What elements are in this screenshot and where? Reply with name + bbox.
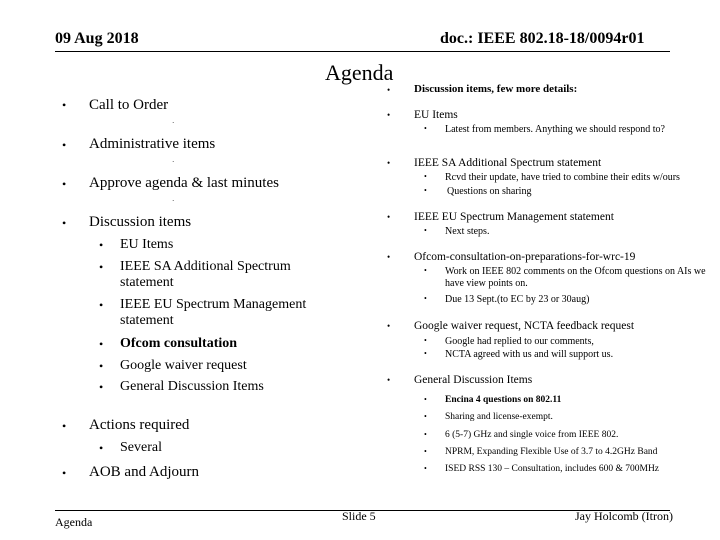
bullet: •	[424, 395, 427, 404]
bullet: •	[387, 158, 391, 168]
bullet: •	[424, 464, 427, 473]
bullet: •	[424, 294, 427, 303]
details-subitem: Work on IEEE 802 comments on the Ofcom questions on AIs we have view points on.	[445, 266, 706, 289]
agenda-subitem: Several	[120, 440, 162, 455]
details-subitem: Encina 4 questions on 802.11	[445, 395, 562, 405]
bullet: •	[62, 419, 67, 433]
bullet: •	[424, 266, 427, 275]
agenda-subitem: Ofcom consultation	[120, 336, 238, 351]
bullet: ·	[172, 119, 175, 127]
bullet: •	[62, 177, 67, 191]
details-heading: Discussion items, few more details:	[414, 83, 578, 95]
bullet: •	[387, 85, 391, 95]
bullet: ·	[172, 158, 175, 166]
bullet: •	[424, 349, 427, 358]
bullet: •	[424, 186, 427, 195]
bullet: •	[99, 441, 104, 455]
agenda-subitem: IEEE EU Spectrum Management statement	[120, 297, 307, 328]
bullet: •	[424, 430, 427, 439]
agenda-item: Approve agenda & last minutes	[89, 175, 279, 191]
details-section-title: General Discussion Items	[414, 374, 533, 386]
agenda-item: Actions required	[89, 417, 190, 433]
details-section-title: IEEE EU Spectrum Management statement	[414, 211, 614, 223]
agenda-subitem: IEEE SA Additional Spectrum statement	[120, 259, 291, 290]
footer-author: Jay Holcomb (Itron)	[575, 509, 673, 523]
bullet: ·	[172, 197, 175, 205]
agenda-subitem: EU Items	[120, 237, 174, 252]
bullet: •	[424, 412, 427, 421]
details-subitem: Rcvd their update, have tried to combine their edits w/ours	[445, 172, 680, 183]
bullet: •	[424, 172, 427, 181]
bullet: •	[424, 124, 427, 133]
bullet: •	[62, 98, 67, 112]
details-subitem: NPRM, Expanding Flexible Use of 3.7 to 4.2GHz Band	[445, 447, 658, 457]
bullet: •	[387, 252, 391, 262]
details-subitem: Latest from members. Anything we should respond to?	[445, 124, 665, 135]
header-doc-number: doc.: IEEE 802.18-18/0094r01	[440, 30, 645, 47]
agenda-subitem: General Discussion Items	[120, 379, 264, 394]
bullet: •	[424, 226, 427, 235]
details-subitem: ISED RSS 130 – Consultation, includes 600 & 700MHz	[445, 464, 660, 474]
page-title: Agenda	[325, 60, 394, 85]
bullet: •	[99, 380, 104, 394]
bullet: •	[62, 466, 67, 480]
bullet: •	[99, 260, 104, 274]
agenda-item: AOB and Adjourn	[89, 464, 199, 480]
bullet: •	[387, 375, 391, 385]
details-subitem: Sharing and license-exempt.	[445, 412, 553, 422]
details-section-title: Ofcom-consultation-on-preparations-for-wrc-19	[414, 251, 636, 263]
bullet: •	[99, 337, 104, 351]
agenda-item: Administrative items	[89, 136, 216, 152]
details-subitem: 6 (5-7) GHz and single voice from IEEE 802.	[445, 430, 619, 440]
bullet: •	[99, 238, 104, 252]
bullet: •	[387, 321, 391, 331]
agenda-subitem: Google waiver request	[120, 358, 247, 373]
details-section-title: EU Items	[414, 109, 458, 121]
bullet: •	[99, 298, 104, 312]
details-section-title: Google waiver request, NCTA feedback request	[414, 320, 635, 332]
details-subitem: NCTA agreed with us and will support us.	[445, 349, 614, 360]
bullet: •	[62, 216, 67, 230]
details-subitem: Questions on sharing	[447, 186, 532, 197]
details-section-title: IEEE SA Additional Spectrum statement	[414, 157, 602, 169]
footer-left: Agenda	[55, 515, 93, 529]
details-subitem: Next steps.	[445, 226, 490, 237]
bullet: •	[62, 138, 67, 152]
details-subitem: Google had replied to our comments,	[445, 336, 594, 347]
bullet: •	[387, 212, 391, 222]
agenda-item: Call to Order	[89, 97, 169, 113]
bullet: •	[99, 359, 104, 373]
bullet: •	[424, 447, 427, 456]
bullet: •	[424, 336, 427, 345]
bullet: •	[387, 110, 391, 120]
slide-number: Slide 5	[342, 509, 376, 523]
agenda-item: Discussion items	[89, 214, 192, 230]
header-rule	[55, 51, 670, 52]
header-date: 09 Aug 2018	[55, 30, 139, 47]
details-subitem: Due 13 Sept.(to EC by 23 or 30aug)	[445, 294, 590, 305]
